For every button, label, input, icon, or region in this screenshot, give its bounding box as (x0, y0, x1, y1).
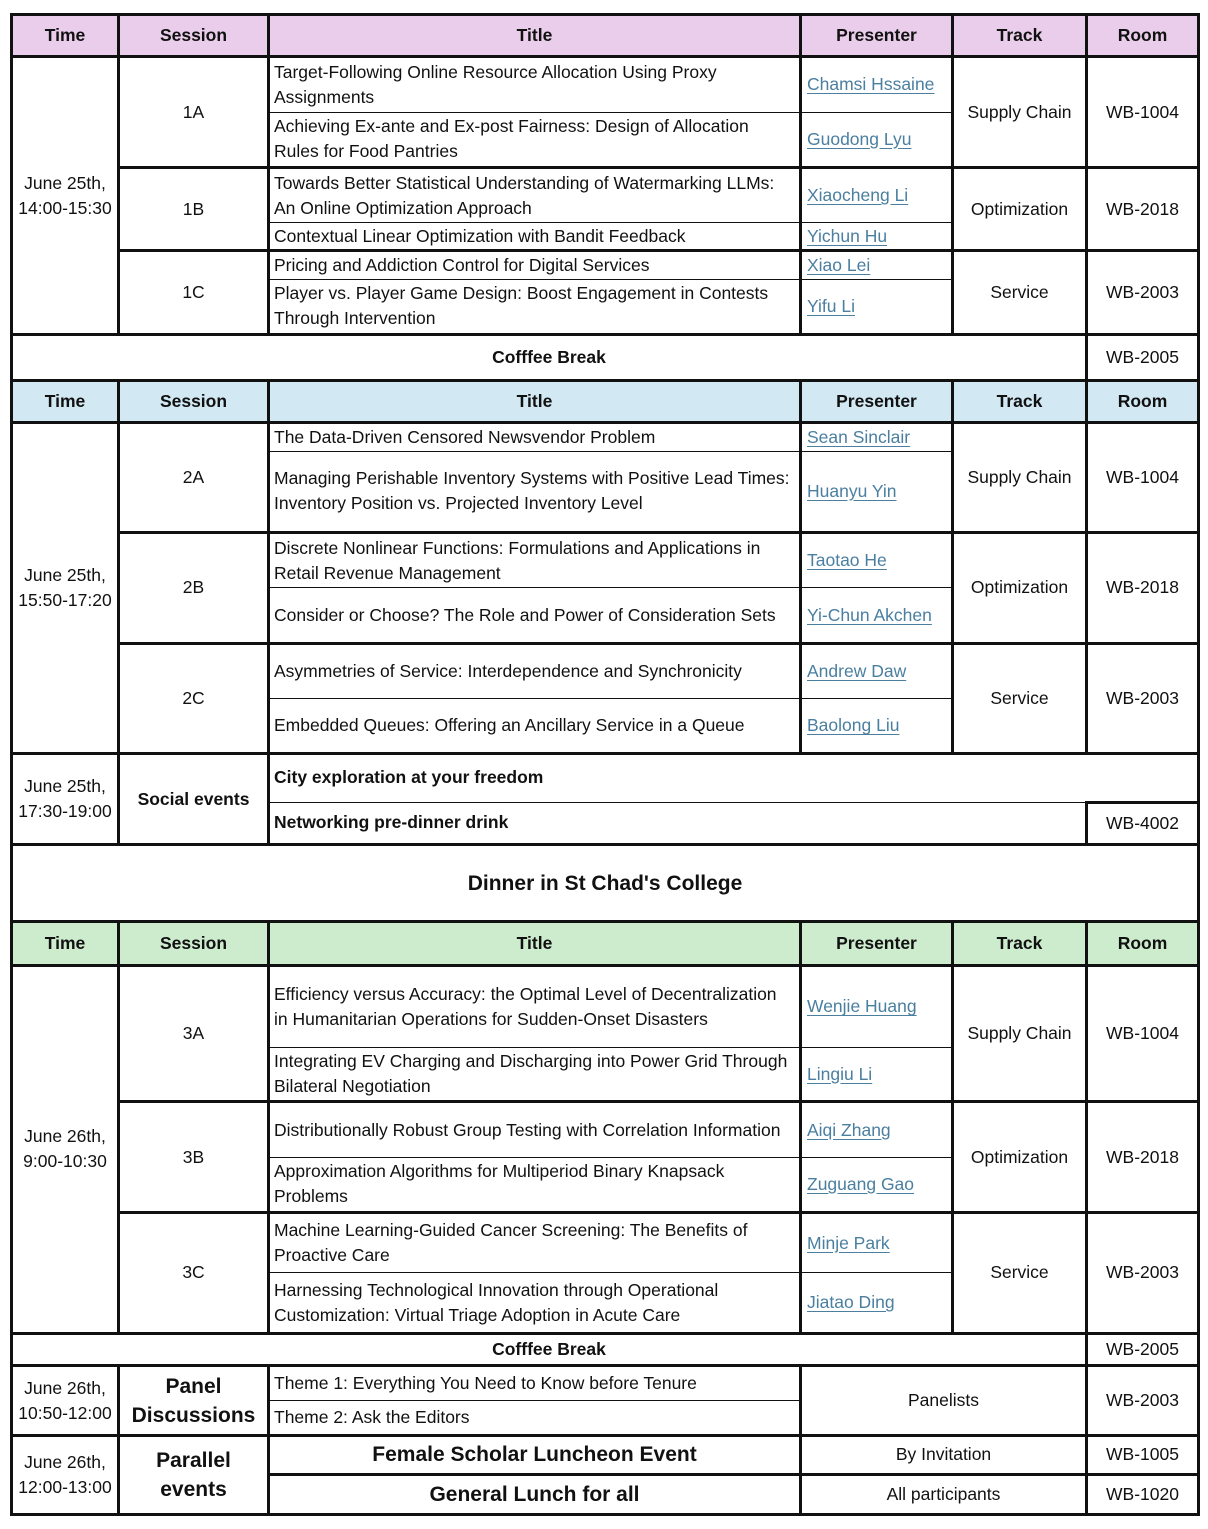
panelists-cell: Panelists (801, 1365, 1087, 1435)
time-cell: June 25th, 17:30-19:00 (12, 754, 119, 845)
session-cell: 3A (119, 965, 269, 1102)
presenter-link[interactable]: Aiqi Zhang (807, 1119, 891, 1140)
room-cell: WB-2003 (1087, 1365, 1199, 1435)
event-title: Networking pre-dinner drink (269, 802, 1087, 844)
talk-title: Machine Learning-Guided Cancer Screening: The Benefits of Proactive Care (269, 1213, 801, 1273)
header-track: Track (953, 381, 1087, 423)
talk-title: Integrating EV Charging and Discharging into Power Grid Through Bilateral Negotiation (269, 1048, 801, 1102)
presenter-link[interactable]: Yi-Chun Akchen (807, 604, 932, 625)
track-cell: Service (953, 643, 1087, 754)
talk-title: Achieving Ex-ante and Ex-post Fairness: Design of Allocation Rules for Food Pantries (269, 112, 801, 167)
dinner-label: Dinner in St Chad's College (12, 844, 1199, 921)
talk-title: Harnessing Technological Innovation through Operational Customization: Virtual Triage Adoption in Acute Care (269, 1273, 801, 1333)
talk-title: Consider or Choose? The Role and Power of Consideration Sets (269, 588, 801, 643)
room-cell: WB-1004 (1087, 57, 1199, 168)
presenter-link[interactable]: Xiaocheng Li (807, 185, 909, 206)
talk-title: Distributionally Robust Group Testing with Correlation Information (269, 1102, 801, 1157)
presenter-link[interactable]: Lingiu Li (807, 1063, 873, 1084)
table-row (12, 423, 1199, 451)
header-session: Session (119, 922, 269, 965)
coffee-break-row (12, 334, 1199, 380)
room-cell: WB-2018 (1087, 167, 1199, 250)
talk-title: Towards Better Statistical Understanding of Watermarking LLMs: An Online Optimization Approach (269, 167, 801, 222)
header-room: Room (1087, 922, 1199, 965)
session-cell: 1A (119, 57, 269, 168)
time-cell: June 26th, 9:00-10:30 (12, 965, 119, 1333)
track-cell: Supply Chain (953, 57, 1087, 168)
header-track: Track (953, 15, 1087, 57)
parallel-events-label: Parallel events (119, 1436, 269, 1515)
session-cell: 3B (119, 1102, 269, 1213)
table-row (12, 251, 1199, 279)
presenter-link[interactable]: Taotao He (807, 550, 887, 571)
talk-title: Efficiency versus Accuracy: the Optimal Level of Decentralization in Humanitarian Operations for Sudden-Onset Disasters (269, 965, 801, 1047)
time-cell: June 26th, 10:50-12:00 (12, 1365, 119, 1435)
presenter-link[interactable]: Sean Sinclair (807, 426, 911, 447)
presenter-cell[interactable] (801, 167, 953, 222)
table-row (12, 57, 1199, 112)
dinner-row (12, 844, 1199, 921)
session-cell: 2A (119, 423, 269, 533)
coffee-break-label: Cofffee Break (12, 1333, 1087, 1365)
header-title: Title (269, 922, 801, 965)
presenter-cell[interactable] (801, 1102, 953, 1157)
presenter-cell[interactable] (801, 699, 953, 754)
presenter-link[interactable]: Guodong Lyu (807, 128, 912, 149)
event-title: General Lunch for all (269, 1474, 801, 1514)
presenter-link[interactable]: Zuguang Gao (807, 1173, 915, 1194)
header-time: Time (12, 15, 119, 57)
header-session: Session (119, 15, 269, 57)
table-row (12, 1365, 1199, 1400)
talk-title: Discrete Nonlinear Functions: Formulations and Applications in Retail Revenue Management (269, 533, 801, 588)
talk-title: Target-Following Online Resource Allocation Using Proxy Assignments (269, 57, 801, 112)
table-row (12, 965, 1199, 1047)
presenter-link[interactable]: Yichun Hu (807, 225, 888, 246)
table-row (12, 1213, 1199, 1273)
talk-title: Approximation Algorithms for Multiperiod Binary Knapsack Problems (269, 1157, 801, 1212)
presenter-cell[interactable] (801, 1273, 953, 1333)
presenter-cell[interactable] (801, 251, 953, 279)
room-cell: WB-2003 (1087, 251, 1199, 334)
presenter-link[interactable]: Huanyu Yin (807, 480, 897, 501)
presenter-link[interactable]: Xiao Lei (807, 254, 871, 275)
track-cell: Supply Chain (953, 965, 1087, 1102)
presenter-link[interactable]: Wenjie Huang (807, 996, 917, 1017)
talk-title: Managing Perishable Inventory Systems with Positive Lead Times: Inventory Position vs. Projected Inventory Level (269, 451, 801, 532)
presenter-link[interactable]: Chamsi Hssaine (807, 74, 935, 95)
presenter-cell[interactable] (801, 223, 953, 251)
room-cell: WB-1005 (1087, 1436, 1199, 1474)
room-cell: WB-2003 (1087, 643, 1199, 754)
presenter-cell[interactable] (801, 588, 953, 643)
presenter-cell[interactable] (801, 1048, 953, 1102)
header-presenter: Presenter (801, 381, 953, 423)
talk-title: Pricing and Addiction Control for Digital Services (269, 251, 801, 279)
presenter-link[interactable]: Minje Park (807, 1232, 890, 1253)
table-row (12, 754, 1199, 802)
talk-title: Embedded Queues: Offering an Ancillary Service in a Queue (269, 699, 801, 754)
presenter-cell[interactable] (801, 279, 953, 334)
session-cell: 2C (119, 643, 269, 754)
session-cell: 1C (119, 251, 269, 334)
header-room: Room (1087, 15, 1199, 57)
panel-theme: Theme 2: Ask the Editors (269, 1401, 801, 1436)
talk-title: Asymmetries of Service: Interdependence and Synchronicity (269, 643, 801, 698)
presenter-cell[interactable] (801, 1157, 953, 1212)
presenter-cell[interactable] (801, 112, 953, 167)
session-cell: 1B (119, 167, 269, 250)
header-track: Track (953, 922, 1087, 965)
presenter-cell[interactable] (801, 965, 953, 1047)
time-cell: June 25th, 14:00-15:30 (12, 57, 119, 335)
presenter-cell[interactable] (801, 57, 953, 112)
room-cell: WB-2018 (1087, 1102, 1199, 1213)
event-title: City exploration at your freedom (269, 754, 1199, 802)
track-cell: Service (953, 1213, 1087, 1334)
coffee-break-label: Cofffee Break (12, 334, 1087, 380)
talk-title: Contextual Linear Optimization with Bandit Feedback (269, 223, 801, 251)
table-row (12, 1102, 1199, 1157)
track-cell: Supply Chain (953, 423, 1087, 533)
presenter-link[interactable]: Baolong Liu (807, 715, 900, 736)
header-title: Title (269, 381, 801, 423)
presenter-link[interactable]: Yifu Li (807, 295, 855, 316)
room-cell: WB-1004 (1087, 423, 1199, 533)
header-presenter: Presenter (801, 922, 953, 965)
header-room: Room (1087, 381, 1199, 423)
time-cell: June 26th, 12:00-13:00 (12, 1436, 119, 1515)
audience-cell: All participants (801, 1474, 1087, 1514)
header-presenter: Presenter (801, 15, 953, 57)
header-title: Title (269, 15, 801, 57)
room-cell: WB-2018 (1087, 533, 1199, 644)
coffee-break-row (12, 1333, 1199, 1365)
header-session: Session (119, 381, 269, 423)
schedule-table (10, 13, 1200, 1516)
session-cell: 3C (119, 1213, 269, 1334)
table-row (12, 643, 1199, 698)
table-row (12, 1436, 1199, 1474)
header-row (12, 15, 1199, 57)
room-cell: WB-2003 (1087, 1213, 1199, 1334)
room-cell: WB-4002 (1087, 802, 1199, 844)
room-cell: WB-2005 (1087, 1333, 1199, 1365)
talk-title: Player vs. Player Game Design: Boost Engagement in Contests Through Intervention (269, 279, 801, 334)
presenter-link[interactable]: Jiatao Ding (807, 1292, 895, 1313)
table-row (12, 533, 1199, 588)
header-time: Time (12, 381, 119, 423)
room-cell: WB-1020 (1087, 1474, 1199, 1514)
presenter-cell[interactable] (801, 423, 953, 451)
header-time: Time (12, 922, 119, 965)
track-cell: Service (953, 251, 1087, 334)
talk-title: The Data-Driven Censored Newsvendor Problem (269, 423, 801, 451)
presenter-cell[interactable] (801, 451, 953, 532)
presenter-link[interactable]: Andrew Daw (807, 660, 907, 681)
room-cell: WB-1004 (1087, 965, 1199, 1102)
audience-cell: By Invitation (801, 1436, 1087, 1474)
social-events-label: Social events (119, 754, 269, 845)
presenter-cell[interactable] (801, 1213, 953, 1273)
header-row (12, 922, 1199, 965)
track-cell: Optimization (953, 1102, 1087, 1213)
track-cell: Optimization (953, 167, 1087, 250)
room-cell: WB-2005 (1087, 334, 1199, 380)
event-title: Female Scholar Luncheon Event (269, 1436, 801, 1474)
time-cell: June 25th, 15:50-17:20 (12, 423, 119, 754)
header-row (12, 381, 1199, 423)
session-cell: 2B (119, 533, 269, 644)
track-cell: Optimization (953, 533, 1087, 644)
panel-theme: Theme 1: Everything You Need to Know before Tenure (269, 1365, 801, 1400)
presenter-cell[interactable] (801, 533, 953, 588)
presenter-cell[interactable] (801, 643, 953, 698)
table-row (12, 167, 1199, 222)
panel-discussions-label: Panel Discussions (119, 1365, 269, 1435)
